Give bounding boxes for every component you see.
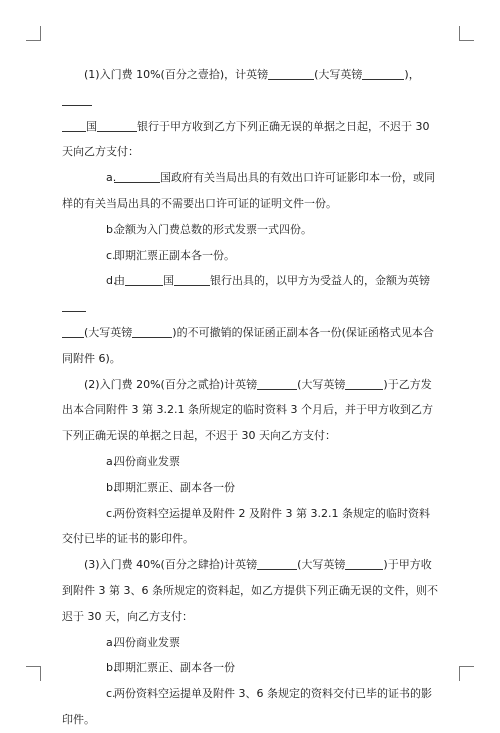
section-2-item-b (62, 475, 440, 501)
crop-mark-top-right-horizontal (459, 40, 474, 41)
section-1-country-label: 国 (86, 119, 97, 133)
section-2-intro-text-2: )于乙方发出本合同附件 3 第 3.2.1 条所规定的临时资料 3 个月后，并于甲方收到乙方下列正确无误的单据之日起，不迟于 30 天向乙方支付： (62, 377, 433, 443)
section-1-words-label: (大写英镑 (314, 68, 363, 81)
section-2-intro-text: (2)入门费 20%(百分之贰拾)计英镑 (84, 377, 258, 391)
item-text: 国政府有关当局出具的有效出口许可证影印本一份，或同样的有关当局出具的不需要出口许可证的证明文件一份。 (62, 171, 435, 210)
item-label: c. (106, 506, 116, 520)
section-2-intro (62, 372, 440, 449)
amount-words-blank[interactable] (132, 325, 172, 338)
section-3-words-label: (大写英镑 (297, 558, 346, 572)
document-body (62, 62, 440, 733)
item-text: 银行出具的，以甲方为受益人的，金额为英镑 (210, 274, 430, 288)
amount-blank[interactable] (268, 67, 314, 80)
item-label: a. (106, 171, 117, 185)
country-blank[interactable] (62, 119, 86, 132)
section-3-intro-text-2: )于甲方收到附件 3 第 3、6 条所规定的资料起，如乙方提供下列正确无误的文件，则不迟于 30 天，向乙方支付： (62, 558, 438, 623)
country-blank[interactable] (114, 170, 160, 183)
item-label: a. (106, 454, 117, 468)
amount-blank[interactable] (257, 377, 297, 390)
crop-mark-top-left-vertical (40, 26, 41, 41)
bank-blank[interactable] (62, 93, 92, 106)
section-3-item-b (62, 655, 440, 681)
amount-words-blank[interactable] (362, 67, 404, 80)
crop-mark-bottom-left-horizontal (26, 666, 41, 667)
item-text: 即期汇票正、副本各一份 (114, 480, 235, 494)
bank-name-blank[interactable] (174, 273, 210, 286)
section-2-item-c (62, 501, 440, 553)
crop-mark-top-right-vertical (459, 26, 460, 41)
section-3-item-a (62, 630, 440, 656)
section-1-intro-text-3: 银行于甲方收到乙方下列正确无误的单据之日起，不迟于 30 天向乙方支付： (62, 119, 430, 159)
item-label: b. (106, 661, 117, 675)
crop-mark-bottom-right-vertical (459, 666, 460, 681)
section-1-item-c (62, 243, 440, 269)
section-2-item-a (62, 449, 440, 475)
amount-blank[interactable] (257, 557, 297, 570)
item-label: b. (106, 480, 117, 494)
crop-mark-bottom-right-horizontal (459, 666, 474, 667)
item-text: )的不可撤销的保证函正副本各一份(保证函格式见本合同附件 6)。 (62, 325, 434, 365)
item-text: 四份商业发票 (114, 454, 180, 468)
item-text: 由 (114, 274, 125, 288)
bank-name-blank[interactable] (97, 119, 137, 132)
item-label: d. (106, 274, 117, 288)
item-label: c. (106, 248, 116, 262)
item-label: a. (106, 635, 117, 649)
section-1-intro-text-2: )， (404, 68, 420, 81)
amount-blank[interactable] (62, 299, 86, 312)
item-text: 即期汇票正副本各一份。 (114, 248, 235, 262)
amount-blank-continued[interactable] (62, 325, 84, 338)
crop-mark-top-left-horizontal (26, 40, 41, 41)
section-3-intro-text: (3)入门费 40%(百分之肆拾)计英镑 (84, 558, 258, 572)
country-blank[interactable] (125, 273, 163, 286)
item-text: 两份资料空运提单及附件 3、6 条规定的资料交付已毕的证书的影印件。 (62, 687, 432, 726)
section-3-intro (62, 552, 440, 629)
amount-words-blank[interactable] (345, 377, 383, 390)
item-text: 四份商业发票 (114, 635, 180, 649)
section-1-item-b (62, 217, 440, 243)
section-1-item-a (62, 165, 440, 217)
item-text: 两份资料空运提单及附件 2 及附件 3 第 3.2.1 条规定的临时资料交付已毕的证书的影印件。 (62, 506, 430, 546)
item-text: 国 (163, 274, 174, 288)
amount-words-blank[interactable] (345, 557, 383, 570)
crop-mark-bottom-left-vertical (40, 666, 41, 681)
section-1-intro-text: (1)入门费 10%(百分之壹拾)，计英镑 (84, 68, 269, 81)
section-1-item-d (62, 268, 440, 371)
item-text: 金额为入门费总数的形式发票一式四份。 (114, 222, 312, 236)
item-text: (大写英镑 (84, 325, 133, 339)
section-2-words-label: (大写英镑 (297, 377, 346, 391)
item-label: b. (106, 222, 117, 236)
item-text: 即期汇票正、副本各一份 (114, 661, 235, 675)
item-label: c. (106, 687, 116, 701)
section-1-intro (62, 62, 440, 165)
